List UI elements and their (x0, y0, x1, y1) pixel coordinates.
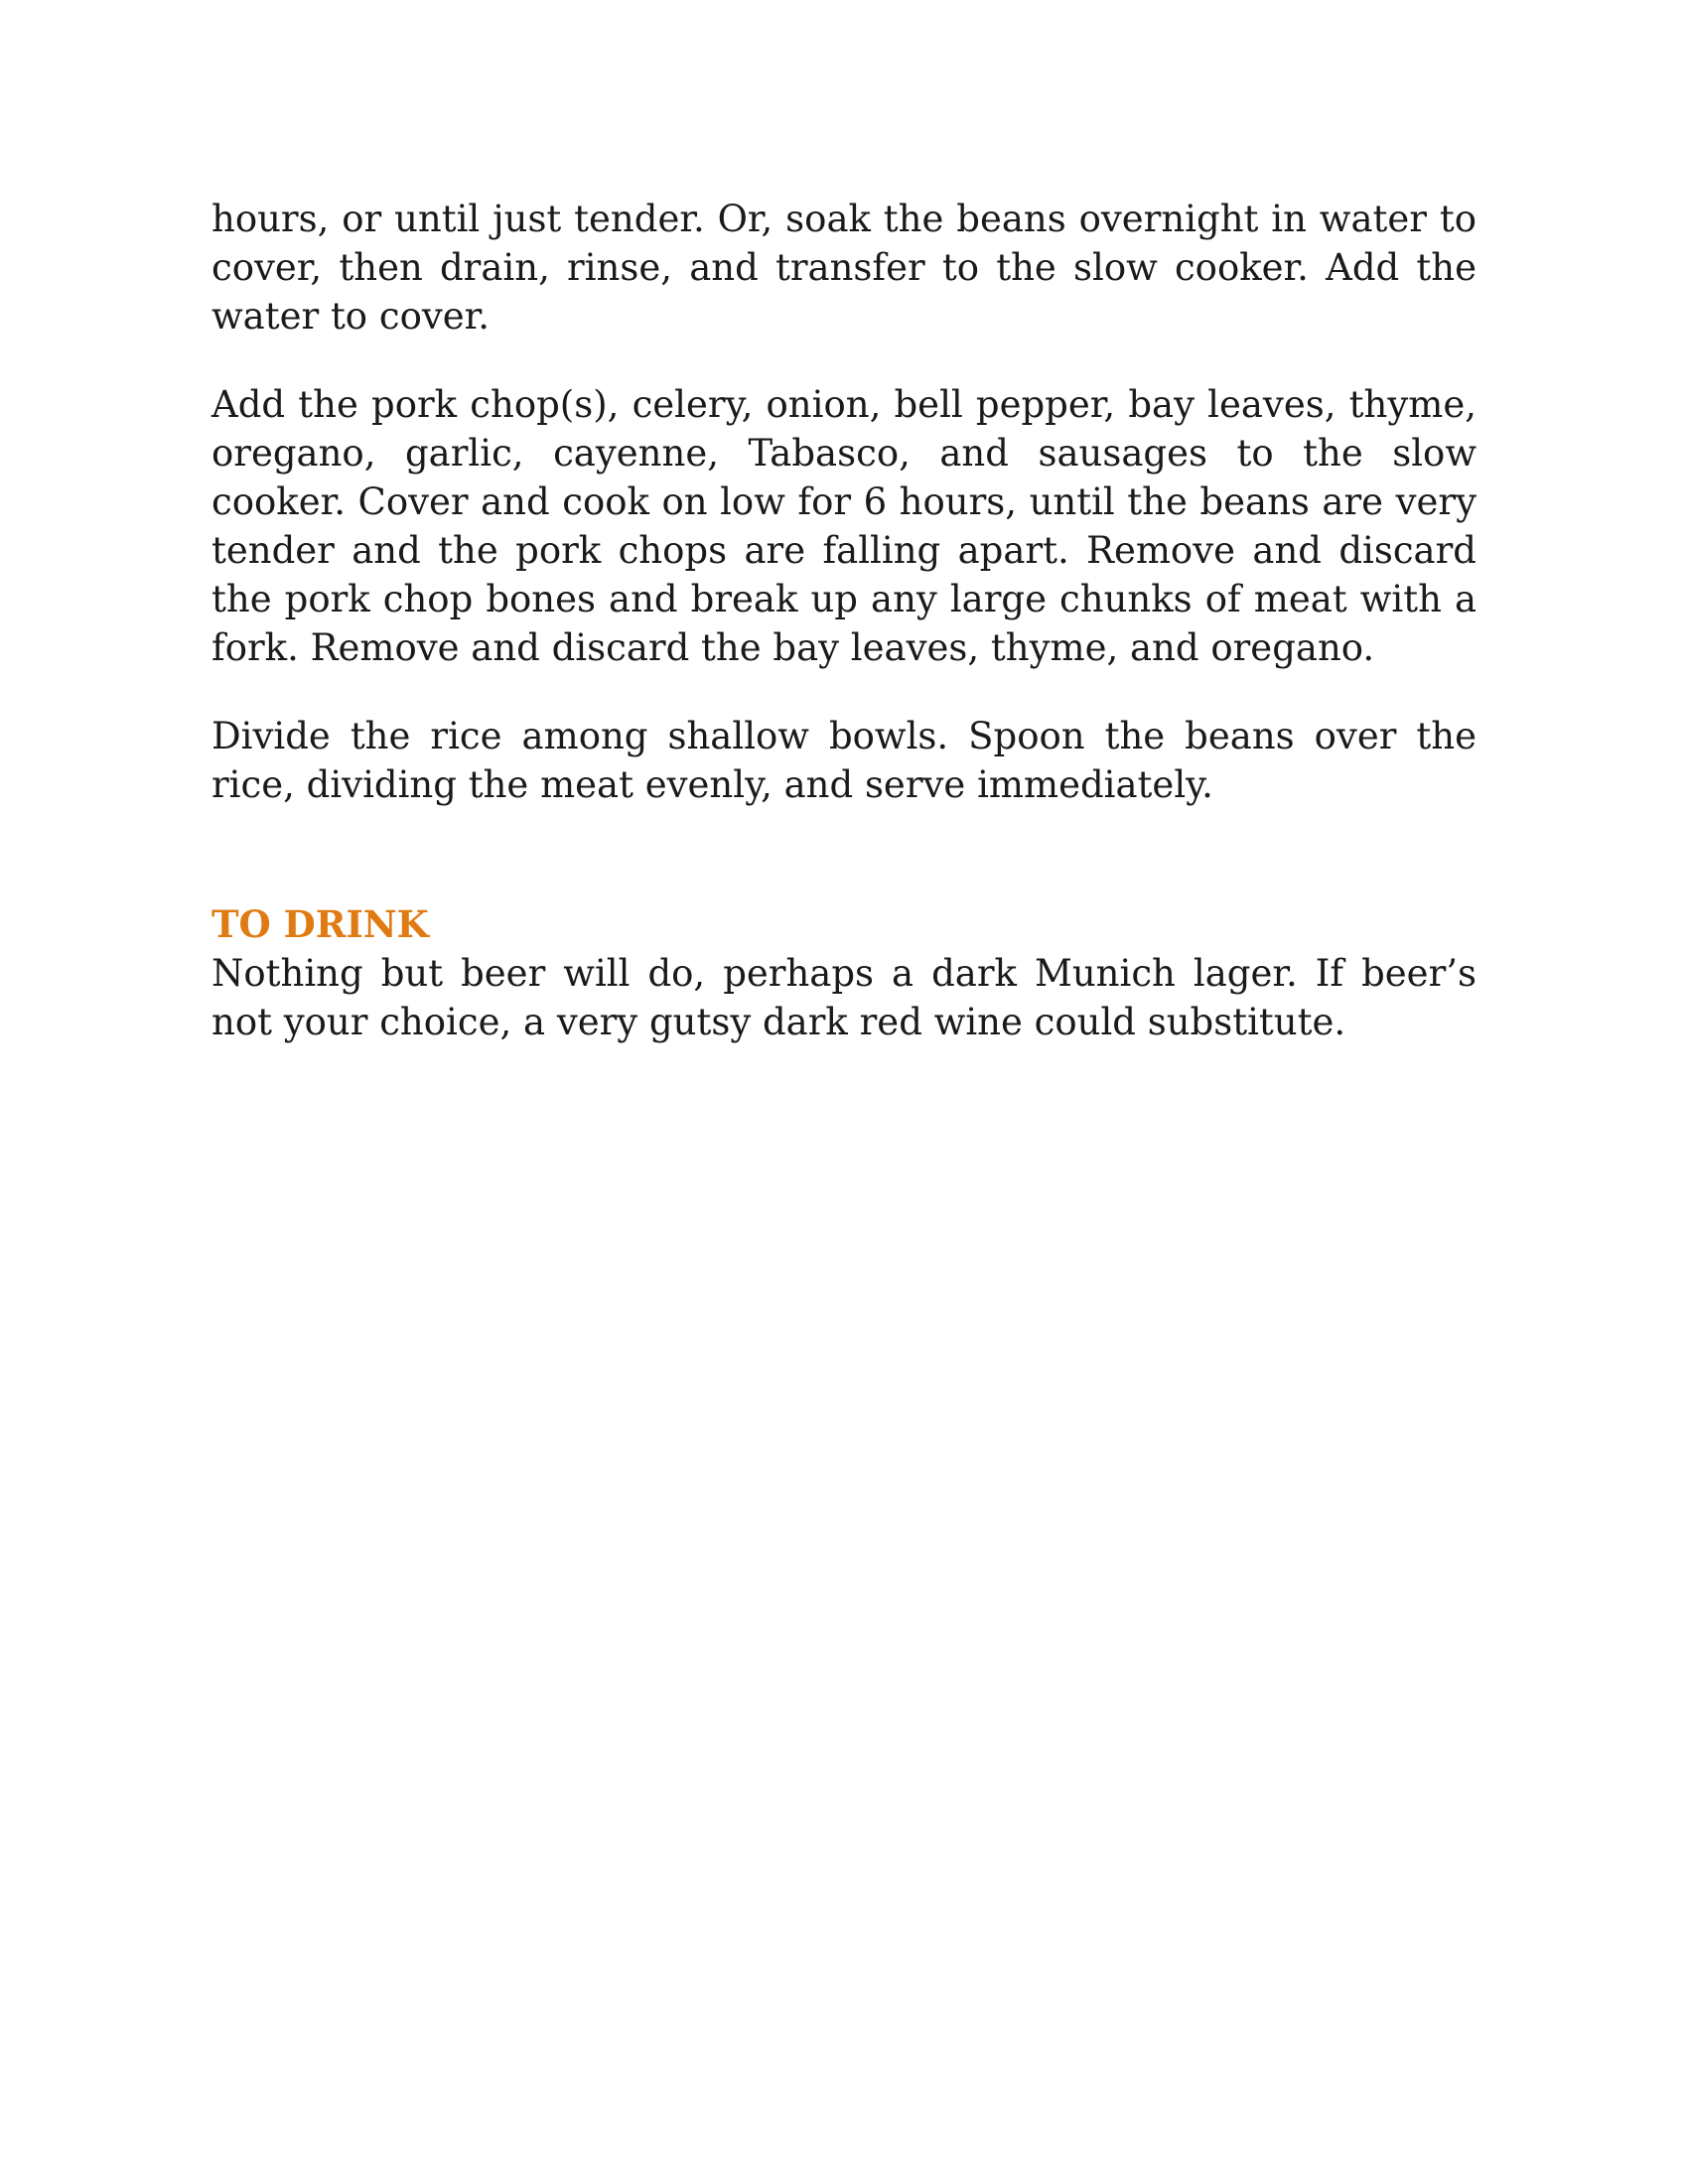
drink-paragraph: Nothing but beer will do, perhaps a dark Munich lager. If beer’s not your choice, a very gutsy dark red wine could substitute. (211, 952, 1477, 1043)
method-paragraph-1: hours, or until just tender. Or, soak the beans overnight in water to cover, then drain, rinse, and transfer to the slow cooker. Add the water to cover. (211, 198, 1477, 338)
document-page (211, 195, 1477, 1046)
section-heading-to-drink: TO DRINK (211, 902, 429, 946)
method-paragraph-2: Add the pork chop(s), celery, onion, bell pepper, bay leaves, thyme, oregano, garlic, cayenne, Tabasco, and sausages to the slow cooker. Cover and cook on low for 6 hours, until the beans are very tender and the pork chops are falling apart. Remove and discard the pork chop bones and break up any large chunks of meat with a fork. Remove and discard the bay leaves, thyme, and oregano. (211, 383, 1477, 669)
method-paragraph-3: Divide the rice among shallow bowls. Spoon the beans over the rice, dividing the meat evenly, and serve immediately. (211, 715, 1477, 806)
